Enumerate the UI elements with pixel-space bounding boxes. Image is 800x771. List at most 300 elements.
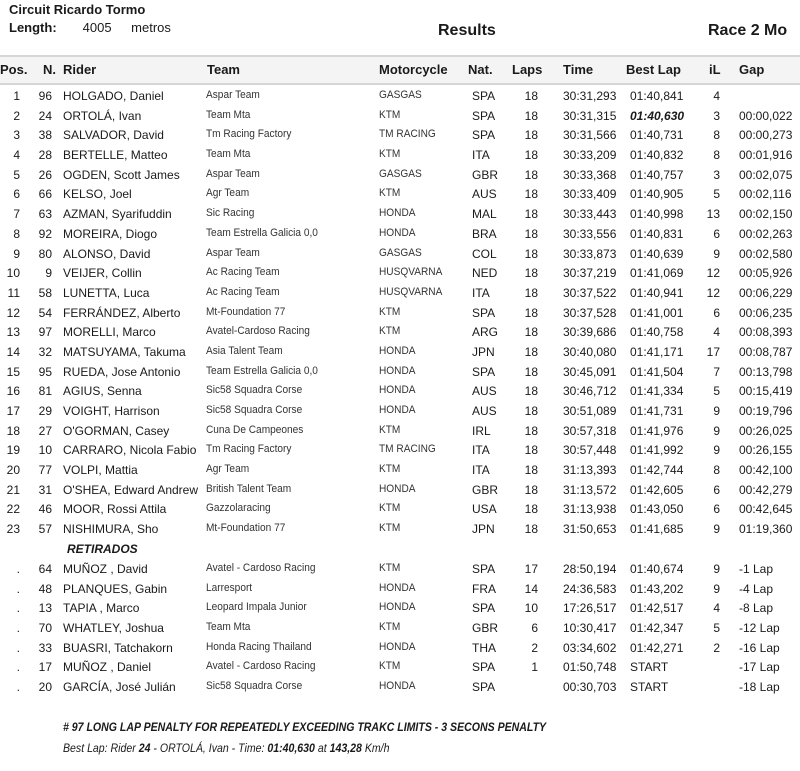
result-row — [0, 146, 800, 166]
cell-team: Sic58 Squadra Corse — [206, 384, 303, 397]
cell-pos: . — [16, 620, 20, 635]
cell-laps: 18 — [524, 305, 538, 320]
cell-moto: KTM — [379, 502, 401, 515]
cell-pos: . — [16, 581, 20, 596]
cell-nat: AUS — [472, 384, 497, 399]
cell-moto: HUSQVARNA — [379, 266, 443, 279]
cell-rider: ORTOLÁ, Ivan — [63, 108, 142, 123]
cell-num: 57 — [38, 522, 52, 537]
cell-time: 31:50,653 — [563, 522, 617, 537]
cell-il: 3 — [713, 167, 720, 182]
cell-pos: 16 — [6, 384, 20, 399]
result-row — [0, 500, 800, 520]
cell-team: Aspar Team — [206, 167, 260, 180]
cell-moto: HUSQVARNA — [379, 285, 443, 298]
cell-best: 01:40,674 — [630, 561, 684, 576]
cell-rider: TAPIA , Marco — [63, 601, 140, 616]
cell-rider: OGDEN, Scott James — [63, 167, 180, 182]
cell-il: 17 — [706, 344, 720, 359]
cell-nat: AUS — [472, 404, 497, 418]
cell-pos: 11 — [7, 285, 20, 300]
cell-il: 8 — [713, 148, 720, 163]
circuit-name: Circuit Ricardo Tormo — [9, 2, 146, 17]
cell-nat: GBR — [472, 620, 499, 635]
cell-laps: 18 — [524, 128, 538, 143]
result-row — [0, 382, 800, 402]
cell-best: 01:41,731 — [630, 404, 684, 418]
cell-laps: 18 — [524, 404, 538, 418]
cell-moto: KTM — [379, 522, 401, 535]
cell-num: 29 — [38, 404, 52, 418]
cell-nat: SPA — [472, 660, 496, 675]
cell-pos: 9 — [13, 246, 20, 261]
cell-moto: KTM — [379, 561, 401, 574]
cell-rider: AGIUS, Senna — [63, 384, 142, 399]
cell-nat: SPA — [472, 305, 496, 320]
col-pos: Pos. — [0, 62, 28, 77]
cell-time: 30:31,566 — [563, 128, 617, 143]
cell-team: Asia Talent Team — [206, 344, 283, 357]
best-lap-rider-num: 24 — [138, 741, 151, 755]
cell-rider: VEIJER, Collin — [63, 266, 142, 281]
cell-team: Aspar Team — [206, 89, 260, 101]
cell-moto: HONDA — [379, 344, 416, 357]
cell-team: Honda Racing Thailand — [206, 640, 312, 653]
cell-nat: IRL — [472, 423, 491, 438]
cell-nat: ARG — [472, 325, 499, 340]
cell-laps: 18 — [524, 148, 538, 163]
col-nat: Nat. — [468, 62, 493, 77]
cell-best: 01:40,758 — [630, 325, 684, 340]
cell-best: START — [630, 660, 669, 675]
cell-moto: KTM — [379, 463, 401, 476]
cell-num: 66 — [38, 187, 52, 202]
cell-best: 01:41,992 — [630, 443, 684, 458]
cell-il: 9 — [713, 522, 720, 537]
cell-team: Gazzolaracing — [206, 502, 271, 515]
cell-time: 30:51,089 — [563, 404, 617, 418]
cell-pos: 6 — [13, 187, 20, 202]
cell-moto: KTM — [379, 423, 401, 436]
penalty-note: # 97 LONG LAP PENALTY FOR REPEATEDLY EXCEEDING TRAKC LIMITS - 3 SECONS PENALTY — [63, 720, 547, 734]
col-num: N. — [43, 62, 56, 77]
result-row — [0, 481, 800, 501]
cell-team: Team Mta — [206, 148, 251, 161]
result-row — [0, 363, 800, 383]
cell-il: 8 — [713, 463, 720, 478]
cell-rider: MOOR, Rossi Attila — [63, 502, 167, 517]
cell-best: 01:43,050 — [630, 502, 684, 517]
cell-num: 70 — [38, 620, 52, 635]
cell-il: 6 — [713, 226, 720, 241]
cell-il: 13 — [706, 207, 720, 222]
cell-time: 30:37,522 — [563, 285, 617, 300]
cell-best: 01:43,202 — [630, 581, 684, 596]
table-header — [0, 55, 800, 85]
cell-laps: 18 — [524, 384, 538, 399]
cell-rider: PLANQUES, Gabin — [63, 581, 168, 596]
cell-moto: GASGAS — [379, 89, 422, 101]
cell-nat: FRA — [472, 581, 496, 596]
cell-il: 6 — [713, 502, 720, 517]
result-row — [0, 87, 800, 107]
cell-gap: 00:08,787 — [739, 344, 793, 359]
result-row — [0, 343, 800, 363]
cell-team: Cuna De Campeones — [206, 423, 304, 436]
result-row — [0, 107, 800, 127]
cell-rider: MATSUYAMA, Takuma — [63, 344, 186, 359]
length-row — [9, 20, 171, 35]
cell-laps: 18 — [524, 463, 538, 478]
cell-laps: 2 — [531, 640, 538, 655]
cell-nat: ITA — [472, 285, 490, 300]
result-row — [0, 284, 800, 304]
cell-num: 9 — [45, 266, 52, 281]
cell-pos: 18 — [6, 423, 20, 438]
cell-time: 01:50,748 — [563, 660, 617, 675]
results-title: Results — [438, 22, 496, 39]
cell-time: 30:33,409 — [563, 187, 617, 202]
cell-gap: 00:06,229 — [739, 285, 793, 300]
cell-gap: 00:13,798 — [739, 364, 793, 379]
cell-best: 01:41,685 — [630, 522, 684, 537]
cell-best: 01:41,334 — [630, 384, 684, 399]
cell-moto: KTM — [379, 148, 401, 161]
cell-laps: 18 — [524, 207, 538, 222]
cell-pos: 14 — [6, 344, 20, 359]
cell-gap: -18 Lap — [739, 679, 780, 694]
cell-laps: 1 — [531, 660, 538, 675]
cell-moto: HONDA — [379, 384, 416, 397]
cell-pos: 12 — [6, 305, 20, 320]
cell-laps: 18 — [524, 482, 538, 497]
cell-num: 32 — [38, 344, 52, 359]
cell-laps: 18 — [524, 325, 538, 340]
cell-team: Ac Racing Team — [206, 285, 280, 298]
cell-il: 9 — [713, 246, 720, 261]
result-row — [0, 304, 800, 324]
cell-time: 24:36,583 — [563, 581, 617, 596]
cell-best: 01:41,001 — [630, 305, 684, 320]
cell-nat: THA — [472, 640, 496, 655]
cell-best: 01:42,744 — [630, 463, 684, 478]
cell-pos: . — [16, 561, 20, 576]
cell-pos: . — [16, 640, 20, 655]
retired-row — [0, 580, 800, 600]
cell-team: Team Mta — [206, 108, 251, 121]
cell-il: 5 — [713, 187, 720, 202]
cell-il: 12 — [706, 285, 720, 300]
col-gap: Gap — [739, 62, 765, 77]
cell-time: 30:45,091 — [563, 364, 617, 379]
result-row — [0, 166, 800, 186]
cell-time: 28:50,194 — [563, 561, 617, 576]
col-motorcycle: Motorcycle — [379, 62, 448, 77]
cell-il: 9 — [713, 581, 720, 596]
cell-time: 30:33,873 — [563, 246, 617, 261]
cell-pos: 2 — [13, 108, 20, 123]
cell-nat: SPA — [472, 108, 496, 123]
cell-moto: HONDA — [379, 482, 416, 495]
result-row — [0, 245, 800, 265]
cell-gap: 00:05,926 — [739, 266, 793, 281]
results-table-body — [0, 87, 800, 698]
cell-team: Team Estrella Galicia 0,0 — [206, 226, 318, 239]
cell-gap: 00:00,022 — [739, 108, 793, 123]
cell-nat: SPA — [472, 679, 496, 694]
cell-moto: KTM — [379, 187, 401, 200]
result-row — [0, 126, 800, 146]
result-row — [0, 402, 800, 422]
cell-team: Mt-Foundation 77 — [206, 522, 286, 535]
retired-row — [0, 599, 800, 619]
result-row — [0, 520, 800, 540]
cell-moto: HONDA — [379, 364, 416, 377]
cell-nat: NED — [472, 266, 498, 281]
cell-time: 30:37,219 — [563, 266, 617, 281]
cell-gap: 00:26,025 — [739, 423, 793, 438]
cell-rider: FERRÁNDEZ, Alberto — [63, 305, 181, 320]
cell-moto: KTM — [379, 305, 401, 318]
cell-nat: SPA — [472, 561, 496, 576]
cell-gap: 00:19,796 — [739, 404, 793, 418]
cell-rider: O'SHEA, Edward Andrew — [63, 482, 199, 497]
cell-time: 10:30,417 — [563, 620, 617, 635]
cell-pos: . — [16, 679, 20, 694]
cell-gap: 00:02,580 — [739, 246, 793, 261]
cell-time: 00:30,703 — [563, 679, 617, 694]
cell-num: 92 — [38, 226, 52, 241]
cell-time: 30:33,209 — [563, 148, 617, 163]
cell-time: 30:33,556 — [563, 226, 617, 241]
cell-gap: -17 Lap — [739, 660, 780, 675]
cell-rider: ALONSO, David — [63, 246, 151, 261]
cell-num: 77 — [38, 463, 52, 478]
result-row — [0, 323, 800, 343]
cell-rider: MORELLI, Marco — [63, 325, 156, 340]
cell-rider: MOREIRA, Diogo — [63, 226, 158, 241]
cell-nat: USA — [472, 502, 497, 517]
cell-num: 26 — [38, 167, 52, 182]
cell-best: 01:40,832 — [630, 148, 684, 163]
cell-best: 01:41,504 — [630, 364, 684, 379]
cell-rider: GARCÍA, José Julián — [63, 679, 176, 694]
cell-best: 01:41,171 — [630, 344, 684, 359]
best-lap-time: 01:40,630 — [267, 741, 315, 755]
col-laps: Laps — [512, 62, 543, 77]
cell-moto: HONDA — [379, 640, 416, 653]
cell-gap: 00:26,155 — [739, 443, 793, 458]
retired-section-label — [0, 540, 800, 560]
cell-laps: 18 — [524, 89, 538, 103]
cell-il: 8 — [713, 128, 720, 143]
cell-num: 10 — [38, 443, 52, 458]
col-best-lap: Best Lap — [626, 62, 681, 77]
col-time: Time — [563, 62, 594, 77]
cell-rider: KELSO, Joel — [63, 187, 132, 202]
cell-moto: HONDA — [379, 226, 416, 239]
cell-nat: MAL — [472, 207, 497, 222]
cell-best: 01:40,757 — [630, 167, 684, 182]
cell-rider: MUÑOZ , Daniel — [63, 660, 152, 675]
cell-laps: 18 — [524, 423, 538, 438]
cell-num: 13 — [38, 601, 52, 616]
cell-moto: HONDA — [379, 207, 416, 220]
cell-pos: 3 — [13, 128, 20, 143]
retired-row — [0, 560, 800, 580]
cell-nat: GBR — [472, 167, 499, 182]
cell-best: 01:42,271 — [630, 640, 684, 655]
cell-gap: -16 Lap — [739, 640, 780, 655]
cell-laps: 18 — [524, 226, 538, 241]
cell-nat: SPA — [472, 601, 496, 616]
cell-num: 17 — [38, 660, 52, 675]
cell-team: Avatel - Cardoso Racing — [206, 660, 316, 673]
cell-nat: COL — [472, 246, 497, 261]
cell-il: 4 — [713, 325, 720, 340]
cell-time: 30:57,318 — [563, 423, 617, 438]
cell-il: 9 — [713, 561, 720, 576]
cell-rider: BERTELLE, Matteo — [63, 148, 168, 163]
cell-num: 46 — [38, 502, 52, 517]
cell-pos: 17 — [6, 404, 20, 418]
cell-laps: 18 — [524, 285, 538, 300]
cell-time: 30:46,712 — [563, 384, 617, 399]
cell-team: Sic58 Squadra Corse — [206, 679, 303, 692]
cell-pos: 10 — [6, 266, 20, 281]
length-label: Length: — [9, 20, 57, 35]
cell-rider: RUEDA, Jose Antonio — [63, 364, 181, 379]
cell-team: Avatel-Cardoso Racing — [206, 325, 310, 338]
cell-nat: SPA — [472, 364, 496, 379]
cell-gap: 01:19,360 — [739, 522, 793, 537]
cell-rider: BUASRI, Tatchakorn — [63, 640, 173, 655]
cell-laps: 18 — [524, 108, 538, 123]
cell-gap: 00:02,116 — [739, 187, 792, 202]
result-row — [0, 185, 800, 205]
cell-pos: 1 — [13, 89, 20, 103]
cell-pos: 19 — [6, 443, 20, 458]
cell-laps: 18 — [524, 167, 538, 182]
cell-nat: AUS — [472, 187, 497, 202]
cell-num: 48 — [38, 581, 52, 596]
best-lap-prefix: Best Lap: Rider — [63, 741, 139, 755]
cell-time: 03:34,602 — [563, 640, 617, 655]
cell-best: 01:42,517 — [630, 601, 684, 616]
cell-il: 9 — [713, 423, 720, 438]
cell-rider: O'GORMAN, Casey — [63, 423, 170, 438]
cell-il: 2 — [713, 640, 720, 655]
cell-pos: 5 — [13, 167, 20, 182]
cell-rider: VOIGHT, Harrison — [63, 404, 160, 418]
cell-moto: KTM — [379, 325, 401, 338]
cell-num: 64 — [38, 561, 52, 576]
cell-team: Larresport — [206, 581, 253, 594]
best-lap-note — [63, 741, 389, 755]
col-rider: Rider — [63, 62, 97, 77]
best-lap-sep: at — [314, 741, 330, 755]
cell-time: 30:31,315 — [563, 108, 617, 123]
cell-laps: 18 — [524, 522, 538, 537]
cell-num: 33 — [38, 640, 52, 655]
cell-nat: ITA — [472, 443, 490, 458]
cell-nat: JPN — [472, 344, 495, 359]
cell-time: 30:40,080 — [563, 344, 617, 359]
cell-gap: 00:42,645 — [739, 502, 793, 517]
cell-il: 4 — [713, 89, 720, 103]
cell-rider: CARRARO, Nicola Fabio — [63, 443, 197, 458]
cell-team: Agr Team — [206, 463, 250, 476]
cell-nat: ITA — [472, 463, 490, 478]
cell-team: Sic58 Squadra Corse — [206, 404, 303, 416]
cell-nat: BRA — [472, 226, 497, 241]
result-row — [0, 264, 800, 284]
cell-num: 31 — [38, 482, 52, 497]
cell-pos: 15 — [6, 364, 20, 379]
cell-il: 4 — [713, 601, 720, 616]
cell-pos: . — [16, 660, 20, 675]
result-row — [0, 461, 800, 481]
cell-team: British Talent Team — [206, 482, 292, 495]
retired-row — [0, 639, 800, 659]
cell-gap: 00:02,263 — [739, 226, 793, 241]
cell-il: 5 — [713, 384, 720, 399]
retired-row — [0, 678, 800, 698]
cell-team: Tm Racing Factory — [206, 128, 292, 141]
cell-pos: 7 — [13, 207, 20, 222]
cell-best: 01:40,998 — [630, 207, 684, 222]
cell-best: 01:40,841 — [630, 89, 684, 103]
cell-nat: GBR — [472, 482, 499, 497]
cell-gap: 00:08,393 — [739, 325, 793, 340]
retired-label-text: RETIRADOS — [67, 541, 138, 556]
cell-moto: GASGAS — [379, 246, 422, 259]
cell-gap: -12 Lap — [739, 620, 780, 635]
cell-team: Team Estrella Galicia 0,0 — [206, 364, 318, 377]
cell-time: 17:26,517 — [563, 601, 617, 616]
cell-num: 24 — [38, 108, 52, 123]
cell-laps: 18 — [524, 344, 538, 359]
cell-il: 6 — [713, 305, 720, 320]
cell-gap: -8 Lap — [739, 601, 774, 616]
cell-pos: . — [16, 601, 20, 616]
cell-num: 95 — [38, 364, 52, 379]
cell-team: Agr Team — [206, 187, 250, 200]
cell-moto: TM RACING — [379, 128, 436, 141]
cell-gap: 00:00,273 — [739, 128, 793, 143]
result-row — [0, 205, 800, 225]
cell-num: 58 — [38, 285, 52, 300]
cell-moto: HONDA — [379, 679, 416, 692]
cell-nat: ITA — [472, 148, 490, 163]
cell-pos: 22 — [6, 502, 20, 517]
cell-pos: 4 — [13, 148, 20, 163]
cell-laps: 17 — [524, 561, 538, 576]
race-title: Race 2 Mo — [708, 22, 788, 39]
cell-best: 01:40,831 — [630, 226, 684, 241]
cell-rider: NISHIMURA, Sho — [63, 522, 159, 537]
cell-num: 80 — [38, 246, 52, 261]
cell-pos: 21 — [6, 482, 20, 497]
length-unit: metros — [131, 20, 171, 35]
cell-nat: SPA — [472, 128, 496, 143]
result-row — [0, 225, 800, 245]
cell-moto: HONDA — [379, 601, 416, 614]
cell-num: 27 — [38, 423, 52, 438]
cell-laps: 18 — [524, 187, 538, 202]
cell-gap: 00:42,100 — [739, 463, 793, 478]
cell-rider: VOLPI, Mattia — [63, 463, 138, 478]
